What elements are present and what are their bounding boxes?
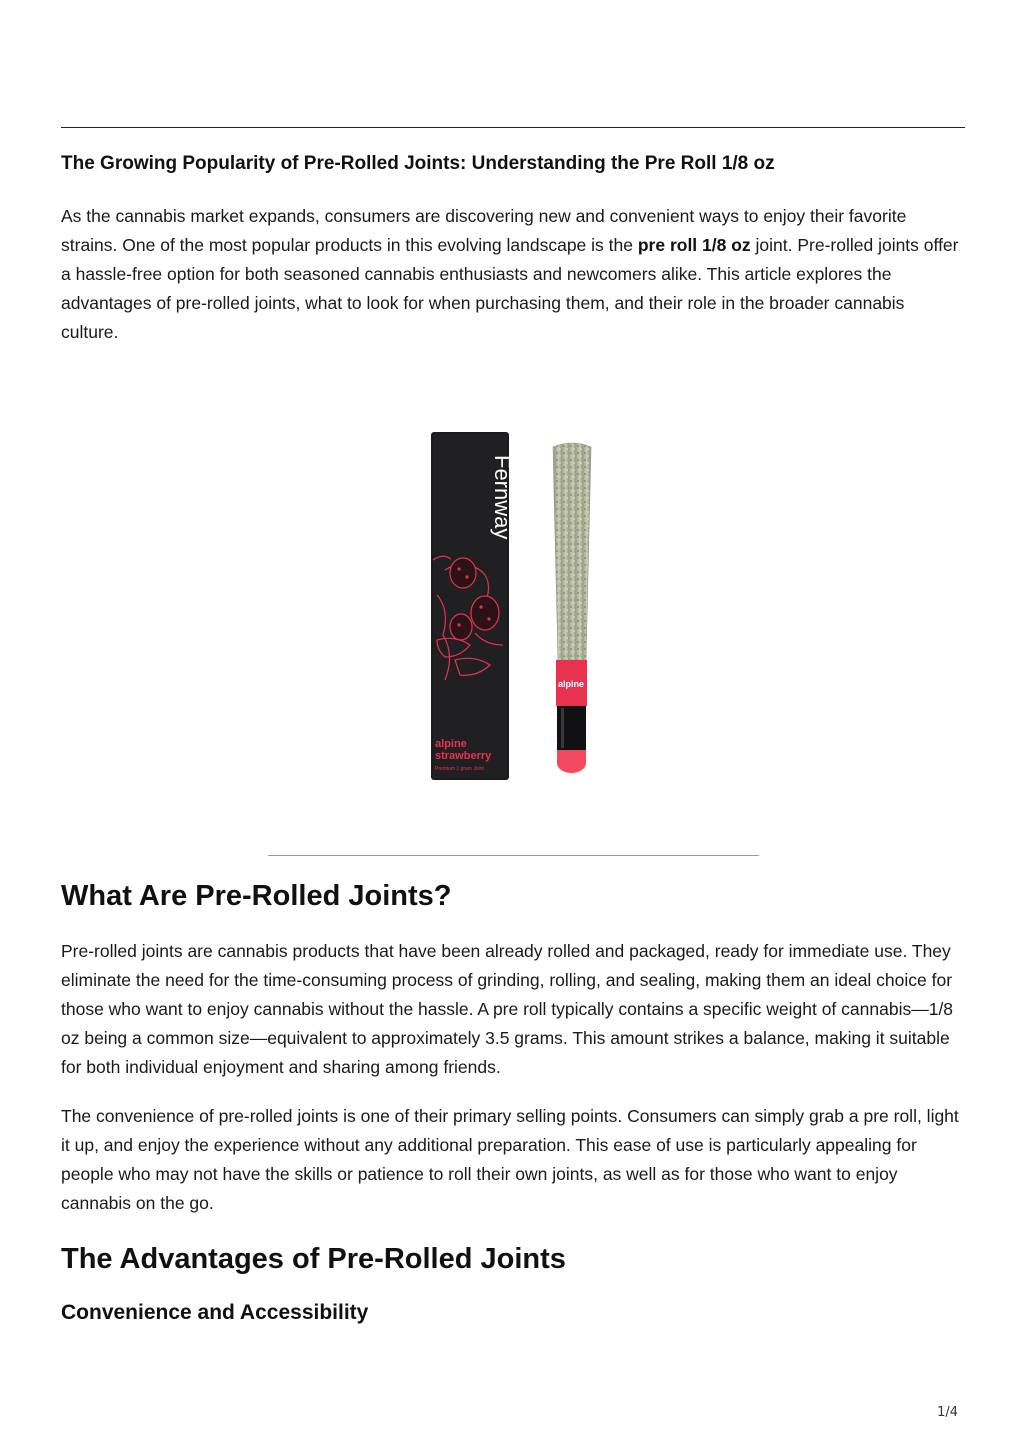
- package-sub-label: Premium 1 gram Joint: [435, 766, 484, 772]
- page-number: 1/4: [937, 1405, 958, 1420]
- image-divider: [268, 855, 759, 856]
- subheading-convenience: Convenience and Accessibility: [61, 1301, 369, 1324]
- flavor-line-1: alpine: [435, 738, 467, 750]
- intro-text-before: As the cannabis market expands, consumers are discovering new and convenient ways to enjoy their favorite strains. One of the most popular products in this evolving landscape is the: [61, 206, 907, 255]
- pre-roll-joint: [553, 443, 591, 773]
- section-paragraph: Pre-rolled joints are cannabis products that have been already rolled and packaged, ready for immediate use. They eliminate the need for the time-consuming process of grinding, rolling, and sealing, making them an ideal choice for those who want to enjoy cannabis without the hassle. A pre roll typically contains a specific weight of cannabis—1/8 oz being a common size—equivalent to approximately 3.5 grams. This amount strikes a balance, making it suitable for both individual enjoyment and sharing among friends.: [61, 941, 954, 1077]
- document-title: The Growing Popularity of Pre-Rolled Joints: Understanding the Pre Roll 1/8 oz: [61, 153, 775, 174]
- intro-keyword: pre roll 1/8 oz: [637, 235, 751, 255]
- tip-label: alpine: [558, 679, 585, 689]
- section-heading-advantages: The Advantages of Pre-Rolled Joints: [61, 1243, 566, 1275]
- intro-text-after: joint. Pre-rolled joints offer a hassle-free option for both seasoned cannabis enthusiasts and newcomers alike. This article explores the advantages of pre-rolled joints, what to look for when purchasing them, and their role in the broader cannabis culture.: [61, 235, 959, 342]
- package-box: [431, 432, 515, 780]
- flavor-line-2: strawberry: [435, 750, 492, 762]
- brand-logo-text: Fernway: [490, 455, 515, 540]
- intro-paragraph: [61, 202, 965, 347]
- section-paragraph: The convenience of pre-rolled joints is one of their primary selling points. Consumers can simply grab a pre roll, light it up, and enjoy the experience without any additional preparation. This ease of use is particularly appealing for people who may not have the skills or patience to roll their own joints, as well as for those who want to enjoy cannabis on the go.: [61, 1106, 959, 1213]
- section-heading-what-are: What Are Pre-Rolled Joints?: [61, 880, 452, 912]
- product-illustration: [415, 395, 615, 807]
- product-image: [415, 395, 615, 807]
- top-divider: [61, 127, 965, 128]
